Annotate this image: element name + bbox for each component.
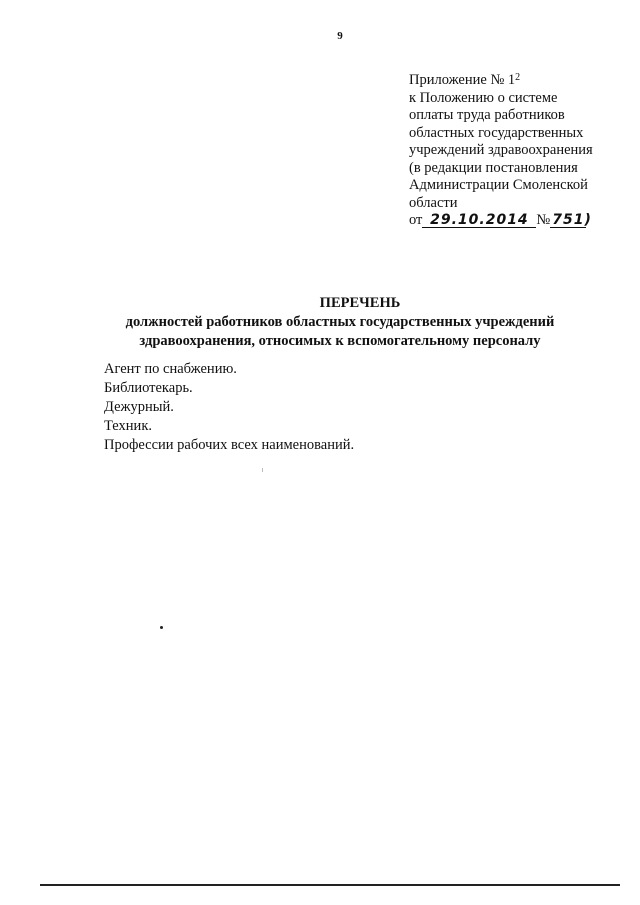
list-item: Агент по снабжению. (104, 361, 237, 377)
handwritten-date: 29.10.2014 (422, 213, 536, 228)
page-number: 9 (337, 30, 343, 42)
document-subtitle-line-2: здравоохранения, относимых к вспомогательному персоналу (139, 333, 541, 349)
appendix-date-line (409, 212, 629, 230)
handwritten-number: 751) (552, 212, 592, 228)
appendix-line: области (409, 194, 458, 211)
appendix-line: оплаты труда работников (409, 107, 565, 123)
list-item: Техник. (104, 418, 152, 434)
appendix-line: учреждений здравоохранения (409, 142, 593, 158)
document-title: ПЕРЕЧЕНЬ (319, 295, 401, 311)
appendix-line: к Положению о системе (409, 89, 558, 106)
number-prefix: № (536, 212, 551, 228)
document-subtitle-line-1: должностей работников областных государственных учреждений (125, 314, 555, 330)
list-item: Дежурный. (104, 399, 174, 415)
list-item: Профессии рабочих всех наименований. (104, 437, 355, 453)
positions-list (104, 360, 504, 455)
appendix-heading (409, 72, 629, 90)
date-prefix: от (409, 212, 423, 228)
appendix-block (409, 72, 629, 230)
bottom-rule (40, 884, 620, 886)
appendix-line: Администрации Смоленской (409, 177, 588, 193)
appendix-line: (в редакции постановления (409, 159, 578, 176)
list-item: Библиотекарь. (104, 380, 193, 396)
appendix-heading-text: Приложение № 1 (409, 72, 516, 88)
scan-dot (160, 626, 163, 629)
title-block (80, 294, 600, 351)
appendix-line: областных государственных (409, 124, 584, 141)
scan-speck (262, 468, 263, 472)
appendix-heading-superscript: 2 (515, 72, 521, 83)
